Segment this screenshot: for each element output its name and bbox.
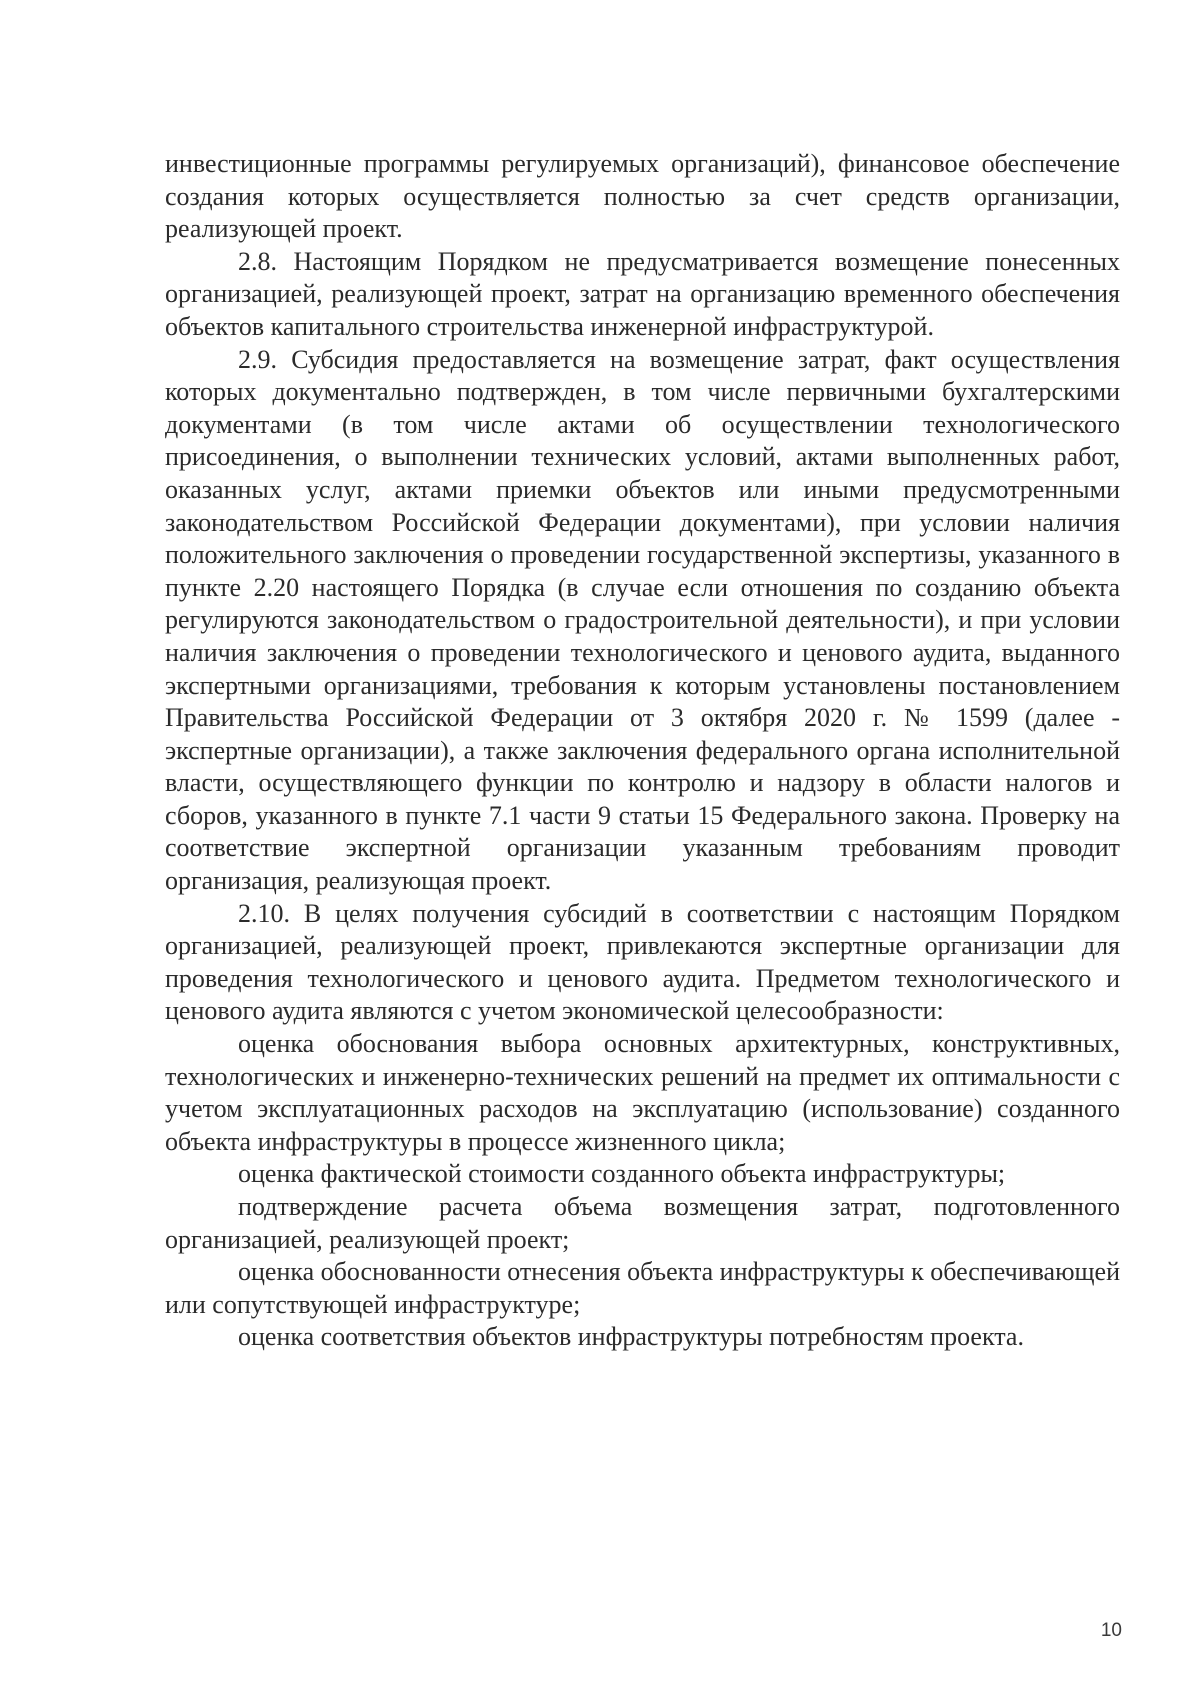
list-item-cost-assessment: оценка фактической стоимости созданного объекта инфраструктуры; — [238, 1159, 1006, 1189]
list-item-calculation-confirmation: подтверждение расчета объема возмещения затрат, подготовленного организацией, реализующей проект; — [165, 1192, 1120, 1254]
list-item-architecture-assessment: оценка обоснования выбора основных архитектурных, конструктивных, технологических и инженерно-технических решений на предмет их оптимальности с учетом эксплуатационных расходов на эксплуатацию (использование) созданного объекта инфраструктуры в процессе жизненного цикла; — [165, 1029, 1120, 1156]
paragraph-2-10: 2.10. В целях получения субсидий в соответствии с настоящим Порядком организацией, реализующей проект, привлекаются экспертные организации для проведения технологического и ценового аудита. Предметом технологического и ценового аудита являются с учетом экономической целесообразности: — [165, 898, 1120, 1026]
paragraph-2-8: 2.8. Настоящим Порядком не предусматривается возмещение понесенных организацией, реализующей проект, затрат на организацию временного обеспечения объектов капитального строительства инженерной инфраструктурой. — [165, 246, 1120, 341]
paragraph-2-9: 2.9. Субсидия предоставляется на возмещение затрат, факт осуществления которых документально подтвержден, в том числе первичными бухгалтерскими документами (в том числе актами об осуществлении технологического присоединения, о выполнении технических условий, актами выполненных работ, оказанных услуг, актами приемки объектов или иными предусмотренными законодательством Российской Федерации документами), при условии наличия положительного заключения о проведении государственной экспертизы, указанного в пункте 2.20 настоящего Порядка (в случае если отношения по созданию объекта регулируются законодательством о градостроительной деятельности), и при условии наличия заключения о проведении технологического и ценового аудита, выданного экспертными организациями, требования к которым установлены постановлением Правительства Российской Федерации от 3 октября 2020 г. № 1599 (далее - экспертные организации), а также заключения федерального органа исполнительной власти, осуществляющего функции по контролю и надзору в области налогов и сборов, указанного в пункте 7.1 части 9 статьи 15 Федерального закона. Проверку на соответствие экспертной организации указанным требованиям проводит организация, реализующая проект. — [165, 344, 1120, 896]
page-number: 10 — [1100, 1620, 1122, 1641]
document-body — [165, 148, 1120, 1354]
paragraph-continuation: инвестиционные программы регулируемых организаций), финансовое обеспечение создания которых осуществляется полностью за счет средств организации, реализующей проект. — [165, 149, 1120, 244]
list-item-infrastructure-classification: оценка обоснованности отнесения объекта инфраструктуры к обеспечивающей или сопутствующей инфраструктуре; — [165, 1257, 1120, 1319]
list-item-needs-compliance: оценка соответствия объектов инфраструктуры потребностям проекта. — [238, 1322, 1024, 1352]
